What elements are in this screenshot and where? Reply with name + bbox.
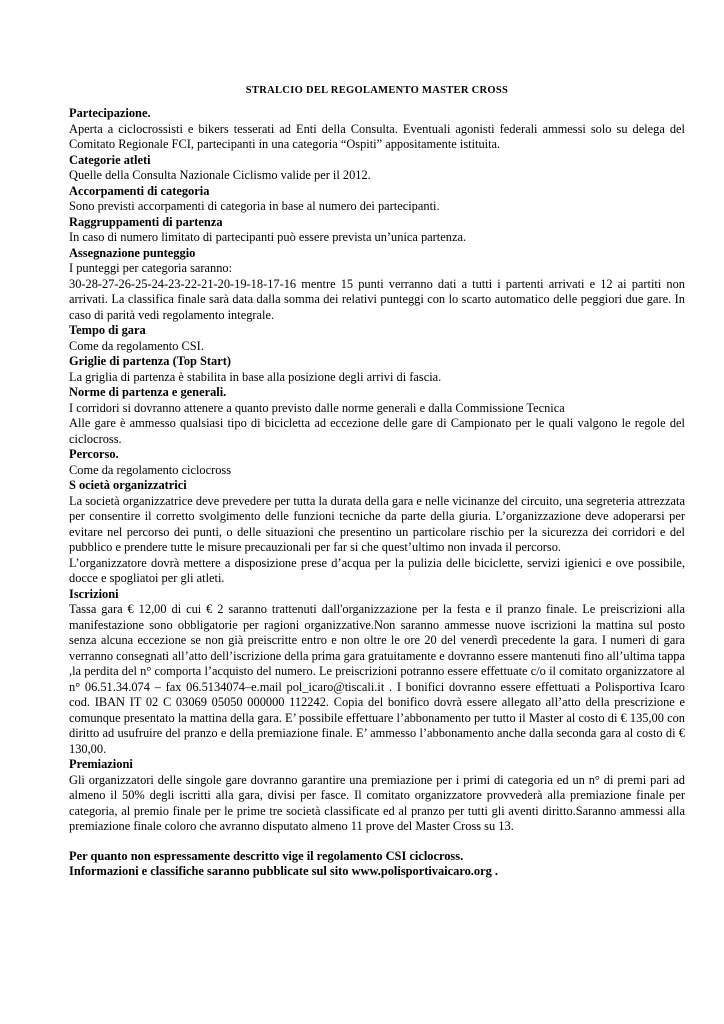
section-paragraph: La società organizzatrice deve prevedere per tutta la durata della gara e nelle vicinanze del circuito, una segreteria attrezzata per consentire il corretto svolgimento delle funzioni tecniche da parte della giuria. L’organizzazione deve adoperarsi per evitare nel percorso dei punti, o delle situazioni che presentino un particolare rischio per la sicurezza dei corridori e del pubblico e prendere tutte le misure precauzionali per far si che quest’ultimo non invada il percorso. xyxy=(69,493,685,554)
section-paragraph: Sono previsti accorpamenti di categoria in base al numero dei partecipanti. xyxy=(69,199,440,213)
section-paragraph: Tassa gara € 12,00 di cui € 2 saranno trattenuti dall'organizzazione per la festa e il pranzo finale. Le preiscrizioni alla manifestazione sono obbligatorie per ragioni organizzative.Non saranno ammesse nuove iscrizioni la mattina sul posto senza alcuna eccezione se non già preiscritte entro e non oltre le ore 20 del venerdì precedente la gara. I numeri di gara verranno consegnati all’atto dell’iscrizione della prima gara gratuitamente e dovranno essere mantenuti fino all’ultima tappa ,la perdita del n° comporta l’acquisto del numero. Le preiscrizioni potranno essere effettuate c/o il comitato organizzatore al n° 06.51.34.074 – fax 06.5134074–e.mail pol_icaro@tiscali.it . I bonifici dovranno essere effettuati a Polisportiva Icaro cod. IBAN IT 02 C 03069 05050 000000 112242. Copia del bonifico dovrà essere allegato all’atto della prescrizione e comunque presentato la mattina della gara. E’ possibile effettuare l’abbonamento per tutto il Master al costo di € 135,00 con diritto ad usufruire del pranzo e della premiazione finale. E’ ammesso l’abbonamento anche dalla seconda gara al costo di € 130,00. xyxy=(69,602,685,756)
section-heading: Categorie atleti xyxy=(69,152,151,167)
section-heading: Iscrizioni xyxy=(69,586,119,601)
section-paragraph: Alle gare è ammesso qualsiasi tipo di bicicletta ad eccezione delle gare di Campionato per le quali valgono le regole del ciclocross. xyxy=(69,416,685,446)
section-heading: Partecipazione. xyxy=(69,106,151,120)
document-title: STRALCIO DEL REGOLAMENTO MASTER CROSS xyxy=(245,85,509,96)
section-heading: S ocietà organizzatrici xyxy=(69,478,187,492)
closing-notes xyxy=(69,849,685,880)
closing-line-regolamento: Per quanto non espressamente descritto vige il regolamento CSI ciclocross. xyxy=(69,848,464,863)
section-societa-organizzatrici xyxy=(69,478,685,587)
section-griglie-di-partenza xyxy=(69,354,685,385)
section-heading: Assegnazione punteggio xyxy=(69,245,196,260)
section-norme xyxy=(69,385,685,447)
section-paragraph: L’organizzatore dovrà mettere a disposizione prese d’acqua per la pulizia delle biciclette, servizi igienici e ove possibile, docce e spogliatoi per gli atleti. xyxy=(69,555,685,585)
section-tempo-di-gara xyxy=(69,323,685,354)
section-paragraph: In caso di numero limitato di partecipanti può essere prevista un’unica partenza. xyxy=(69,230,467,244)
section-heading: Premiazioni xyxy=(69,757,133,771)
section-partecipazione xyxy=(69,106,685,153)
section-heading: Raggruppamenti di partenza xyxy=(69,214,223,229)
section-accorpamenti xyxy=(69,184,685,215)
section-percorso xyxy=(69,447,685,478)
section-paragraph: Gli organizzatori delle singole gare dovranno garantire una premiazione per i primi di categoria ed un n° di premi pari ad almeno il 50% degli iscritti alla gara, divisi per fasce. Il comitato organizzatore provvederà alla premiazione finale per categoria, al premio finale per le prime tre società classificate ed al pranzo per tutti gli aventi diritto.Saranno ammessi alla premiazione finale coloro che avranno disputato almeno 11 prove del Master Cross su 13. xyxy=(69,772,685,833)
section-paragraph: Come da regolamento ciclocross xyxy=(69,462,232,477)
section-raggruppamenti xyxy=(69,215,685,246)
section-assegnazione-punteggio xyxy=(69,246,685,324)
section-paragraph: I corridori si dovranno attenere a quanto previsto dalle norme generali e dalla Commissione Tecnica xyxy=(69,400,565,415)
section-paragraph: Quelle della Consulta Nazionale Ciclismo valide per il 2012. xyxy=(69,168,371,182)
section-heading: Griglie di partenza (Top Start) xyxy=(69,354,231,368)
section-heading: Norme di partenza e generali. xyxy=(69,385,227,399)
section-paragraph: Aperta a ciclocrossisti e bikers tesserati ad Enti della Consulta. Eventuali agonisti federali ammessi solo su delega del Comitato Regionale FCI, partecipanti in una categoria “Ospiti” appositamente istituita. xyxy=(69,121,685,151)
regulation-document xyxy=(69,84,685,880)
section-paragraph: Come da regolamento CSI. xyxy=(69,338,204,353)
closing-line-website: Informazioni e classifiche saranno pubblicate sul sito www.polisportivaicaro.org . xyxy=(69,864,498,878)
section-categorie-atleti xyxy=(69,153,685,184)
section-heading: Percorso. xyxy=(69,447,119,461)
section-iscrizioni xyxy=(69,587,685,758)
section-premiazioni xyxy=(69,757,685,835)
spacer xyxy=(69,835,685,849)
section-paragraph: 30-28-27-26-25-24-23-22-21-20-19-18-17-16 mentre 15 punti verranno dati a tutti i partenti arrivati e 12 ai partiti non arrivati. La classifica finale sarà data dalla somma dei relativi punteggi con lo scarto automatico delle peggiori due gare. In caso di parità vedi regolamento integrale. xyxy=(69,276,685,322)
section-heading: Accorpamenti di categoria xyxy=(69,183,210,198)
section-paragraph: I punteggi per categoria saranno: xyxy=(69,261,233,275)
section-paragraph: La griglia di partenza è stabilita in base alla posizione degli arrivi di fascia. xyxy=(69,369,442,384)
section-heading: Tempo di gara xyxy=(69,323,146,337)
